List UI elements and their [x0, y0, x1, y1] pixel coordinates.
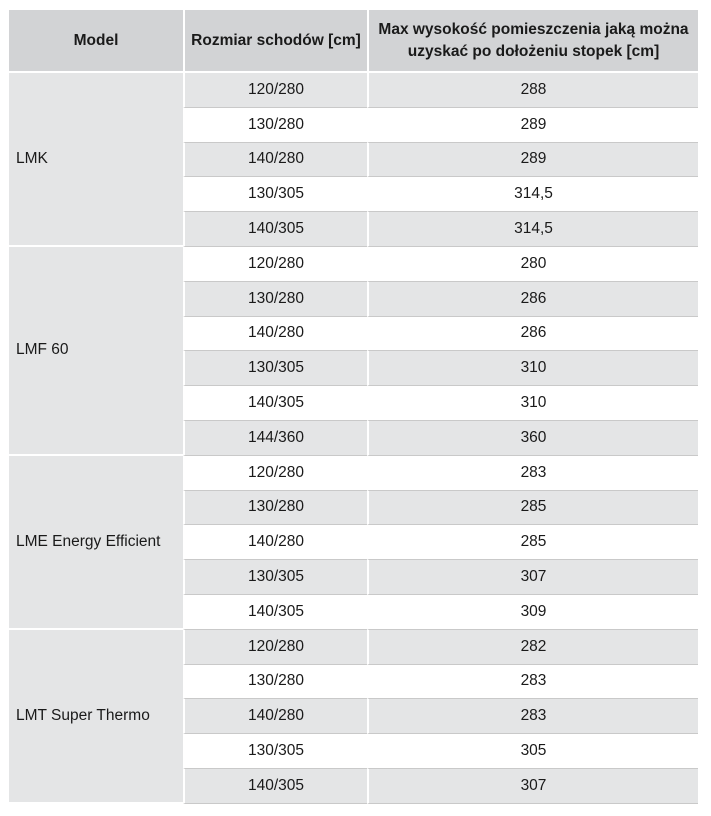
- size-cell: 140/280: [183, 143, 367, 178]
- size-cell: 130/305: [183, 560, 367, 595]
- model-cell: LME Energy Efficient: [9, 456, 183, 630]
- size-cell: 120/280: [183, 73, 367, 108]
- size-cell: 130/305: [183, 734, 367, 769]
- height-cell: 309: [367, 595, 698, 630]
- table-row: [9, 456, 698, 491]
- height-cell: 307: [367, 560, 698, 595]
- stairs-height-table: [9, 10, 698, 804]
- model-cell: LMK: [9, 73, 183, 247]
- header-size: Rozmiar schodów [cm]: [183, 10, 367, 73]
- table-row: [9, 247, 698, 282]
- model-cell: LMF 60: [9, 247, 183, 456]
- table-body: [9, 73, 698, 804]
- height-cell: 289: [367, 143, 698, 178]
- size-cell: 140/305: [183, 769, 367, 804]
- height-cell: 314,5: [367, 177, 698, 212]
- size-cell: 130/305: [183, 177, 367, 212]
- height-cell: 310: [367, 386, 698, 421]
- size-cell: 130/280: [183, 282, 367, 317]
- height-cell: 310: [367, 351, 698, 386]
- height-cell: 286: [367, 317, 698, 352]
- size-cell: 130/280: [183, 665, 367, 700]
- header-row: [9, 10, 698, 73]
- height-cell: 285: [367, 525, 698, 560]
- height-cell: 285: [367, 491, 698, 526]
- size-cell: 140/280: [183, 317, 367, 352]
- size-cell: 130/305: [183, 351, 367, 386]
- size-cell: 120/280: [183, 456, 367, 491]
- height-cell: 282: [367, 630, 698, 665]
- height-cell: 283: [367, 665, 698, 700]
- height-cell: 289: [367, 108, 698, 143]
- size-cell: 140/305: [183, 386, 367, 421]
- header-height: Max wysokość pomieszczenia jaką można uzyskać po dołożeniu stopek [cm]: [367, 10, 698, 73]
- height-cell: 283: [367, 456, 698, 491]
- size-cell: 140/280: [183, 699, 367, 734]
- height-cell: 314,5: [367, 212, 698, 247]
- table-header: [9, 10, 698, 73]
- size-cell: 140/280: [183, 525, 367, 560]
- height-cell: 280: [367, 247, 698, 282]
- size-cell: 140/305: [183, 212, 367, 247]
- height-cell: 288: [367, 73, 698, 108]
- size-cell: 130/280: [183, 491, 367, 526]
- height-cell: 283: [367, 699, 698, 734]
- stairs-table-container: [9, 10, 698, 804]
- height-cell: 305: [367, 734, 698, 769]
- size-cell: 120/280: [183, 247, 367, 282]
- header-model: Model: [9, 10, 183, 73]
- model-cell: LMT Super Thermo: [9, 630, 183, 804]
- size-cell: 120/280: [183, 630, 367, 665]
- height-cell: 307: [367, 769, 698, 804]
- table-row: [9, 73, 698, 108]
- size-cell: 140/305: [183, 595, 367, 630]
- table-row: [9, 630, 698, 665]
- size-cell: 144/360: [183, 421, 367, 456]
- size-cell: 130/280: [183, 108, 367, 143]
- height-cell: 286: [367, 282, 698, 317]
- height-cell: 360: [367, 421, 698, 456]
